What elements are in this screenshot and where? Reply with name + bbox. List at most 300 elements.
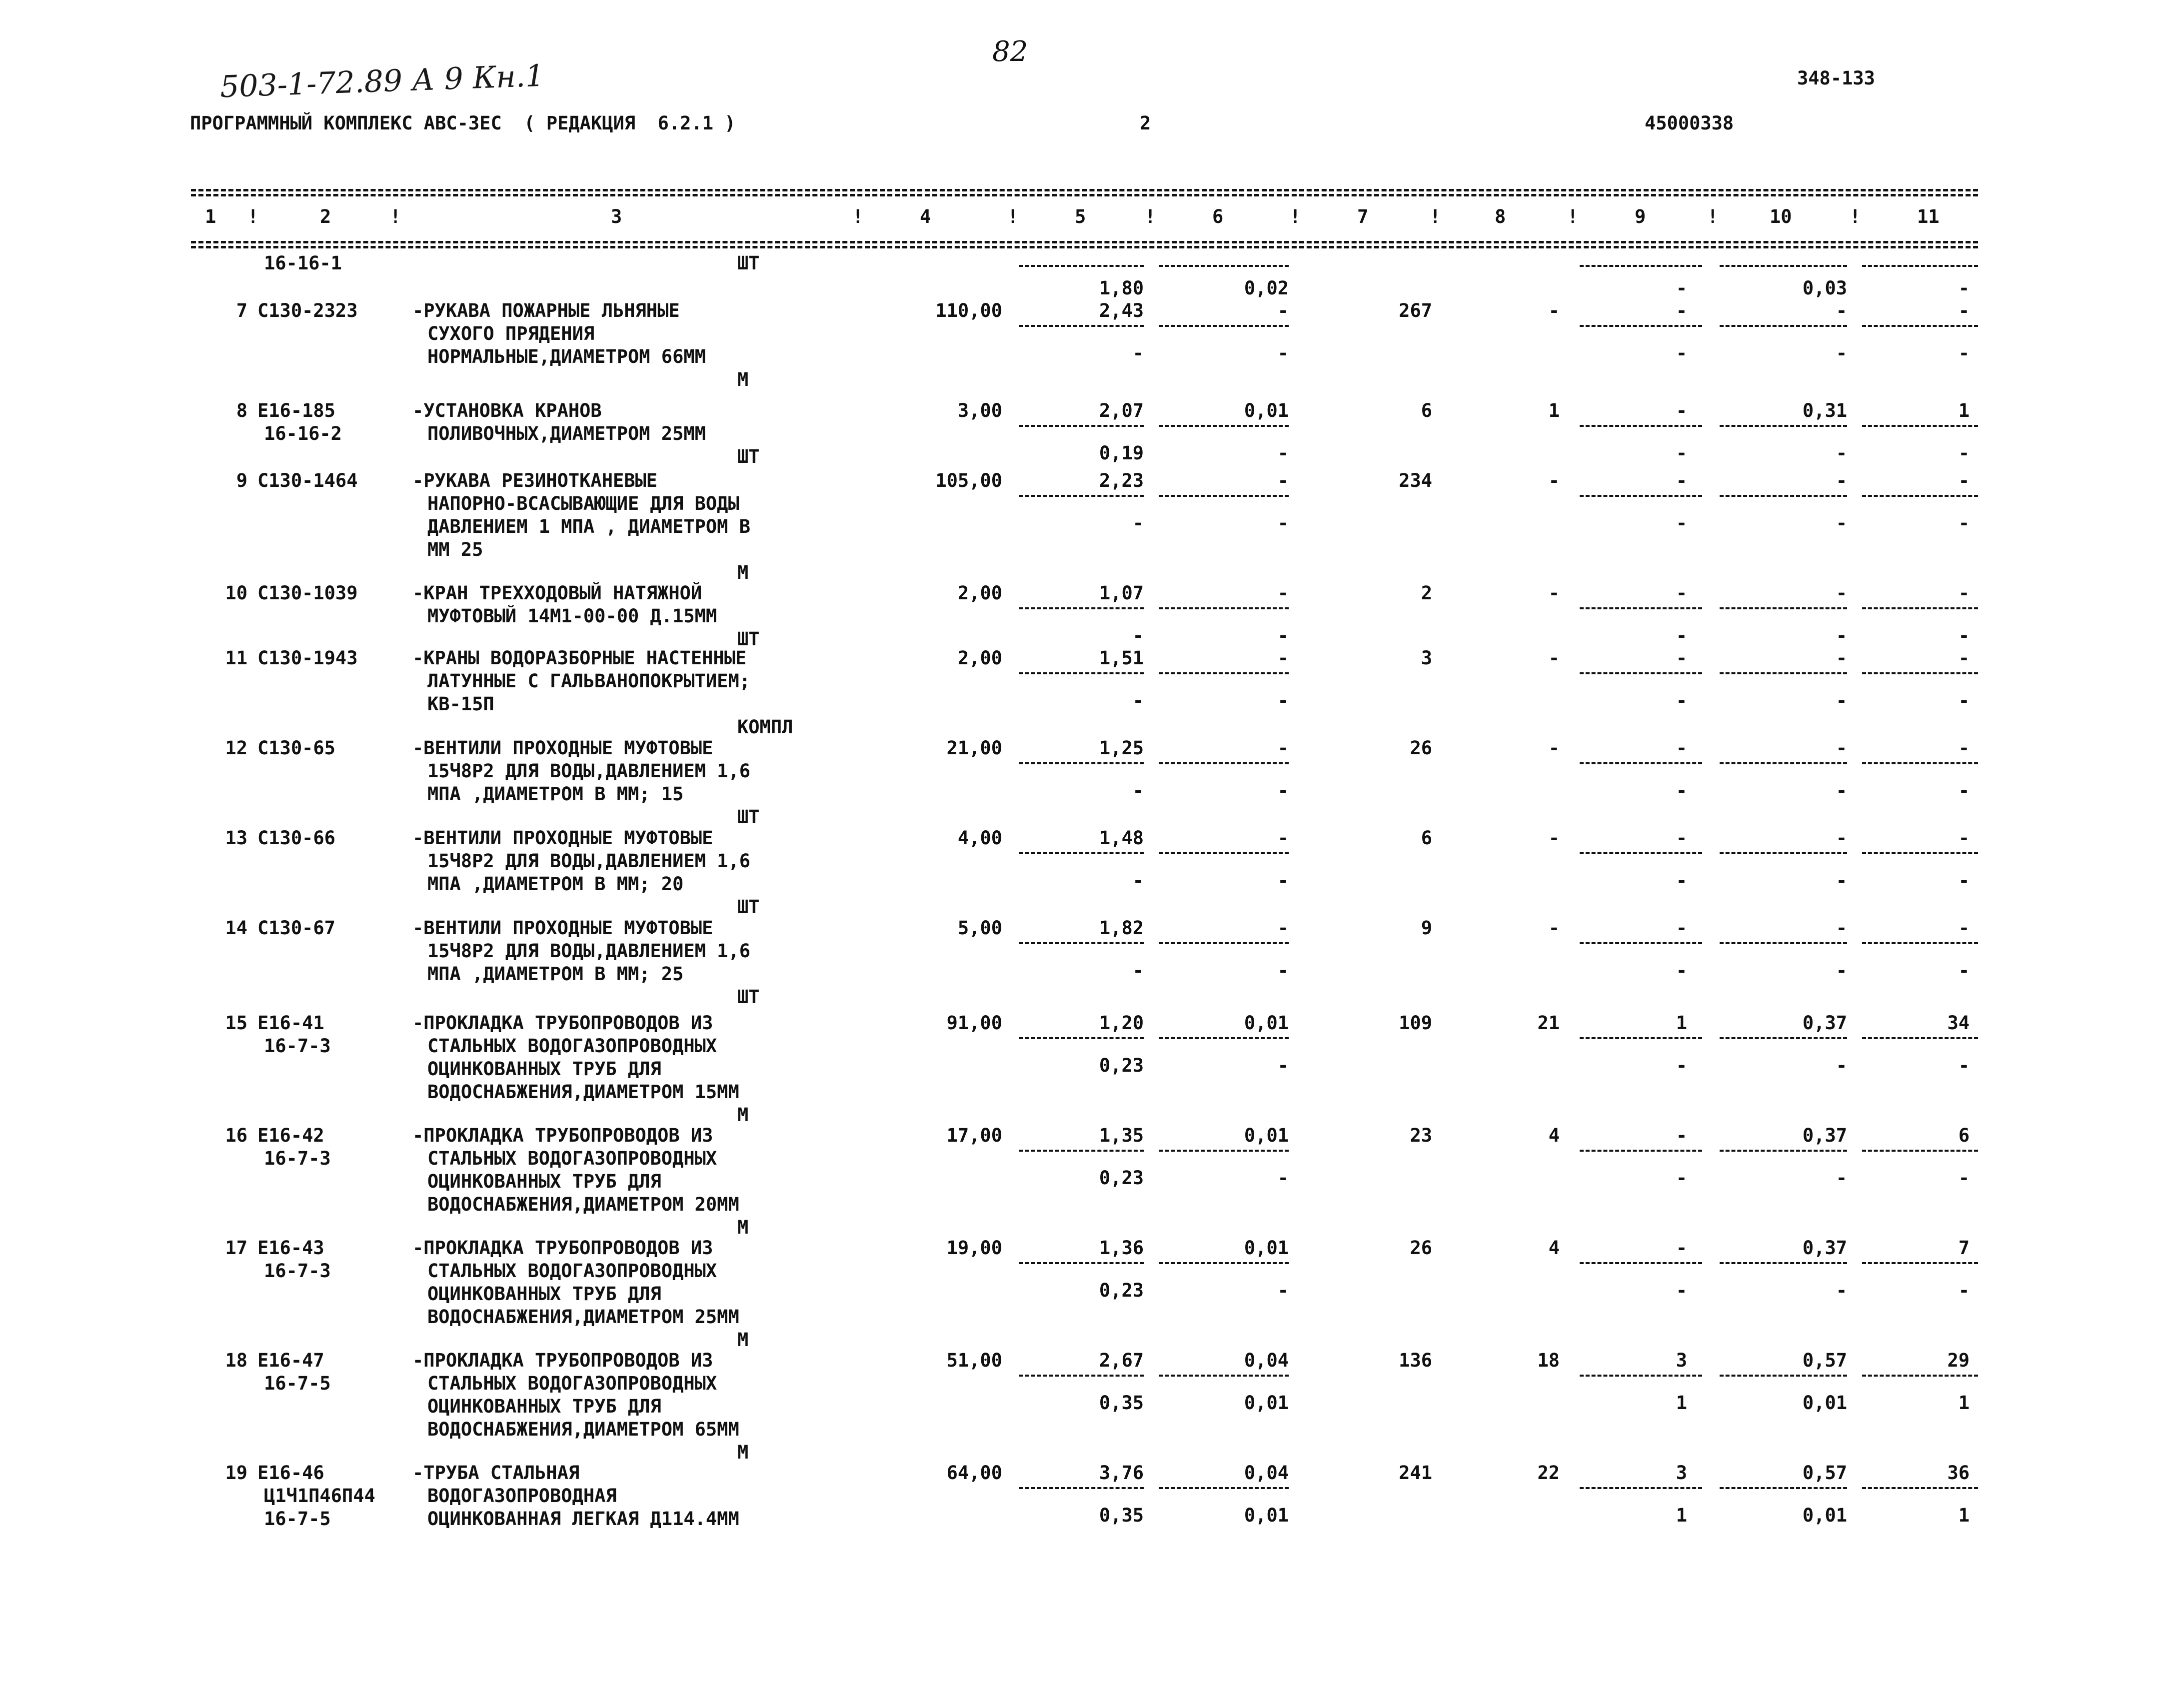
divider [1720,762,1847,764]
item-description: -ТРУБА СТАЛЬНАЯ [412,1462,580,1484]
cell-col6: 0,01 [1244,1237,1289,1259]
item-code: Е16-46 [257,1462,324,1484]
divider [1720,1262,1847,1264]
column-header: 8 [1495,206,1506,227]
divider [1720,852,1847,854]
divider [1862,425,1978,427]
cell-col10: 0,37 [1802,1237,1847,1259]
column-separator: ! [1430,206,1441,227]
cell-col4: 110,00 [935,300,1002,321]
cell-col4: 105,00 [935,470,1002,491]
cell-col11: - [1958,277,1970,299]
cell-col11: - [1958,827,1970,849]
item-number: 17 [225,1237,247,1259]
cell-col7: 26 [1410,1237,1432,1259]
divider [1019,1150,1144,1152]
item-code: С130-1464 [257,470,358,491]
item-description: ОЦИНКОВАННЫХ ТРУБ ДЛЯ [427,1171,661,1192]
cell-col9-lower: - [1676,512,1687,534]
column-header: 1 [205,206,216,227]
item-description: -КРАНЫ ВОДОРАЗБОРНЫЕ НАСТЕННЫЕ [412,647,747,669]
item-code: 16-7-3 [264,1260,331,1282]
column-separator: ! [1290,206,1301,227]
item-code: 16-7-3 [264,1035,331,1057]
cell-col10: 0,37 [1802,1012,1847,1034]
cell-col7: 6 [1421,827,1432,849]
cell-col11-lower: - [1958,1280,1970,1301]
cell-col5-lower: - [1132,342,1144,364]
cell-col11-lower: - [1958,870,1970,891]
cell-col10: - [1836,737,1847,759]
item-description: ВОДОГАЗОПРОВОДНАЯ [427,1485,617,1507]
cell-col9: - [1676,917,1687,939]
cell-col11-lower: - [1958,342,1970,364]
item-code: С130-65 [257,737,335,759]
divider [1862,1037,1978,1039]
divider [1159,1037,1289,1039]
item-code: Е16-41 [257,1012,324,1034]
item-unit: КОМПЛ [737,716,793,738]
cell-col11: 36 [1947,1462,1970,1484]
divider [1159,942,1289,944]
cell-col8: 22 [1537,1462,1560,1484]
divider [1720,942,1847,944]
cell-col6: - [1277,737,1289,759]
sheet-number: 2 [1140,112,1151,134]
column-separator: ! [1145,206,1156,227]
divider [1862,495,1978,497]
cell-col11-lower: 1 [1958,1392,1970,1414]
cell-col4: 2,00 [957,582,1002,604]
cell-col9: - [1676,1237,1687,1259]
cell-col11-lower: - [1958,690,1970,711]
column-separator: ! [1567,206,1579,227]
item-description: МПА ,ДИАМЕТРОМ В ММ; 20 [427,873,684,895]
item-description: -ПРОКЛАДКА ТРУБОПРОВОДОВ ИЗ [412,1012,713,1034]
item-unit: ШТ [737,986,760,1008]
cell-col5-lower: 1,80 [1099,277,1144,299]
cell-col11: - [1958,300,1970,321]
divider [1580,762,1702,764]
item-description: -РУКАВА ПОЖАРНЫЕ ЛЬНЯНЫЕ [412,300,680,321]
divider [1159,425,1289,427]
cell-col6-lower: - [1277,870,1289,891]
item-description: -УСТАНОВКА КРАНОВ [412,400,602,421]
document-code: 348-133 [1797,67,1875,89]
cell-col7: 241 [1399,1462,1432,1484]
cell-col9-lower: - [1676,780,1687,801]
item-number: 8 [236,400,247,421]
item-description: СТАЛЬНЫХ ВОДОГАЗОПРОВОДНЫХ [427,1373,717,1394]
divider [1720,1487,1847,1489]
divider [1720,1037,1847,1039]
cell-col6: - [1277,300,1289,321]
divider [1159,852,1289,854]
divider [1159,762,1289,764]
item-description: 15Ч8Р2 ДЛЯ ВОДЫ,ДАВЛЕНИЕМ 1,6 [427,940,751,962]
cell-col4: 17,00 [946,1125,1002,1146]
cell-col10: - [1836,917,1847,939]
cell-col10-lower: - [1836,625,1847,646]
item-number: 18 [225,1350,247,1371]
cell-col11-lower: - [1958,1055,1970,1076]
item-description: -ВЕНТИЛИ ПРОХОДНЫЕ МУФТОВЫЕ [412,737,713,759]
cell-col7: 234 [1399,470,1432,491]
item-description: -ПРОКЛАДКА ТРУБОПРОВОДОВ ИЗ [412,1237,713,1259]
cell-col10-lower: - [1836,1280,1847,1301]
cell-col6-lower: - [1277,1280,1289,1301]
cell-col5-lower: 0,23 [1099,1167,1144,1189]
divider [1862,762,1978,764]
cell-col5-lower: - [1132,960,1144,981]
cell-col9: 3 [1676,1462,1687,1484]
cell-col10-lower: - [1836,690,1847,711]
cell-col7: 2 [1421,582,1432,604]
item-code: С130-66 [257,827,335,849]
item-code: 16-16-2 [264,423,342,444]
cell-col6-lower: - [1277,960,1289,981]
divider [1580,495,1702,497]
cell-col7: 9 [1421,917,1432,939]
item-code: 16-7-5 [264,1508,331,1530]
cell-col11: 29 [1947,1350,1970,1371]
cell-col11-lower: - [1958,780,1970,801]
divider [1720,672,1847,674]
cell-col10: - [1836,300,1847,321]
cell-col6-lower: - [1277,442,1289,464]
cell-col7: 6 [1421,400,1432,421]
divider [1019,425,1144,427]
cell-col9-lower: - [1676,690,1687,711]
divider [1019,495,1144,497]
cell-col8: - [1548,470,1560,491]
item-number: 12 [225,737,247,759]
item-description: ВОДОСНАБЖЕНИЯ,ДИАМЕТРОМ 65ММ [427,1419,739,1440]
divider [1862,1150,1978,1152]
divider [1019,942,1144,944]
cell-col10-lower: - [1836,442,1847,464]
cell-col6: - [1277,582,1289,604]
divider [1580,325,1702,327]
continuation-unit: ШТ [737,252,760,274]
divider [1580,1037,1702,1039]
cell-col8: - [1548,917,1560,939]
continuation-code: 16-16-1 [264,252,342,274]
cell-col10: - [1836,582,1847,604]
cell-col9: 3 [1676,1350,1687,1371]
column-header: 7 [1357,206,1369,227]
divider [1720,1150,1847,1152]
item-description: КВ-15П [427,693,494,715]
item-description: СТАЛЬНЫХ ВОДОГАЗОПРОВОДНЫХ [427,1260,717,1282]
item-description: ВОДОСНАБЖЕНИЯ,ДИАМЕТРОМ 25ММ [427,1306,739,1328]
item-unit: М [737,562,749,583]
cell-col10: 0,31 [1802,400,1847,421]
divider [1720,425,1847,427]
cell-col10-lower: - [1836,1055,1847,1076]
cell-col11-lower: - [1958,960,1970,981]
divider [1580,265,1702,267]
cell-col7: 3 [1421,647,1432,669]
cell-col9-lower: - [1676,1055,1687,1076]
item-description: -ВЕНТИЛИ ПРОХОДНЫЕ МУФТОВЫЕ [412,827,713,849]
item-unit: М [737,1217,749,1238]
cell-col10: 0,57 [1802,1462,1847,1484]
cell-col4: 5,00 [957,917,1002,939]
cell-col10-lower: - [1836,960,1847,981]
item-unit: ШТ [737,628,760,650]
cell-col9: - [1676,400,1687,421]
cell-col5: 1,07 [1099,582,1144,604]
divider [1720,495,1847,497]
cell-col9: - [1676,470,1687,491]
divider [1159,672,1289,674]
divider [1720,607,1847,609]
cell-col9: - [1676,1125,1687,1146]
divider [1019,1375,1144,1377]
cell-col5: 1,35 [1099,1125,1144,1146]
divider [1159,1262,1289,1264]
column-separator: ! [1007,206,1019,227]
cell-col4: 51,00 [946,1350,1002,1371]
cell-col6: 0,01 [1244,1125,1289,1146]
item-description: ДАВЛЕНИЕМ 1 МПА , ДИАМЕТРОМ В [427,516,751,537]
column-separator: ! [247,206,259,227]
cell-col6: - [1277,647,1289,669]
cell-col8: - [1548,827,1560,849]
divider [1862,942,1978,944]
item-number: 10 [225,582,247,604]
item-unit: ШТ [737,896,760,918]
document-id: 45000338 [1645,112,1734,134]
divider [1580,942,1702,944]
cell-col5-lower: 0,23 [1099,1280,1144,1301]
divider [1159,495,1289,497]
item-unit: ШТ [737,806,760,828]
cell-col5-lower: 0,35 [1099,1392,1144,1414]
divider [1580,607,1702,609]
cell-col7: 26 [1410,737,1432,759]
column-separator: ! [1850,206,1861,227]
item-description: СТАЛЬНЫХ ВОДОГАЗОПРОВОДНЫХ [427,1035,717,1057]
column-header: 4 [920,206,931,227]
cell-col9: 1 [1676,1012,1687,1034]
item-description: -ПРОКЛАДКА ТРУБОПРОВОДОВ ИЗ [412,1350,713,1371]
item-description: -ВЕНТИЛИ ПРОХОДНЫЕ МУФТОВЫЕ [412,917,713,939]
divider [1159,607,1289,609]
cell-col6: 0,01 [1244,1012,1289,1034]
program-header: ПРОГРАММНЫЙ КОМПЛЕКС АВС-3ЕС ( РЕДАКЦИЯ 6.2.1 ) [190,112,736,134]
cell-col5: 1,20 [1099,1012,1144,1034]
column-separator: ! [390,206,401,227]
cell-col8: - [1548,582,1560,604]
cell-col7: 23 [1410,1125,1432,1146]
item-code: С130-67 [257,917,335,939]
divider [1580,1150,1702,1152]
item-code: С130-2323 [257,300,358,321]
divider [1580,672,1702,674]
cell-col4: 91,00 [946,1012,1002,1034]
cell-col6: 0,04 [1244,1462,1289,1484]
column-separator: ! [1707,206,1719,227]
cell-col4: 19,00 [946,1237,1002,1259]
cell-col5-lower: 0,35 [1099,1505,1144,1526]
cell-col8: - [1548,647,1560,669]
header-bottom-rule-2 [191,246,1978,248]
header-bottom-rule [191,241,1978,243]
cell-col10-lower: - [1836,512,1847,534]
item-description: МУФТОВЫЙ 14М1-00-00 Д.15ММ [427,605,717,627]
cell-col11: - [1958,917,1970,939]
cell-col5-lower: - [1132,870,1144,891]
divider [1019,762,1144,764]
cell-col9-lower: 1 [1676,1505,1687,1526]
item-code: Ц1Ч1П46П44 [264,1485,375,1507]
cell-col6-lower: - [1277,512,1289,534]
item-number: 15 [225,1012,247,1034]
item-code: Е16-185 [257,400,335,421]
cell-col5: 1,25 [1099,737,1144,759]
cell-col5: 3,76 [1099,1462,1144,1484]
cell-col6: - [1277,827,1289,849]
column-separator: ! [852,206,864,227]
column-header: 11 [1917,206,1940,227]
cell-col10: 0,03 [1802,277,1847,299]
divider [1862,1375,1978,1377]
cell-col9-lower: - [1676,1167,1687,1189]
item-unit: М [737,1329,749,1351]
cell-col5: 1,48 [1099,827,1144,849]
cell-col5: 2,07 [1099,400,1144,421]
cell-col9: - [1676,582,1687,604]
item-description: ОЦИНКОВАННЫХ ТРУБ ДЛЯ [427,1396,661,1417]
divider [1019,1487,1144,1489]
cell-col9-lower: - [1676,870,1687,891]
cell-col11: 1 [1958,400,1970,421]
cell-col11: 34 [1947,1012,1970,1034]
cell-col11-lower: - [1958,512,1970,534]
cell-col11: 6 [1958,1125,1970,1146]
divider [1159,1150,1289,1152]
item-unit: М [737,1104,749,1126]
item-number: 13 [225,827,247,849]
cell-col11-lower: - [1958,442,1970,464]
cell-col11-lower: 1 [1958,1505,1970,1526]
item-number: 14 [225,917,247,939]
divider [1580,1375,1702,1377]
cell-col11: - [1958,737,1970,759]
column-header: 5 [1075,206,1086,227]
item-description: -КРАН ТРЕХХОДОВЫЙ НАТЯЖНОЙ [412,582,702,604]
divider [1019,607,1144,609]
divider [1862,1262,1978,1264]
cell-col5-lower: - [1132,625,1144,646]
cell-col6-lower: - [1277,690,1289,711]
cell-col9-lower: - [1676,442,1687,464]
cell-col11: - [1958,647,1970,669]
cell-col9-lower: 1 [1676,1392,1687,1414]
item-code: Е16-43 [257,1237,324,1259]
item-unit: М [737,1442,749,1463]
header-top-rule [191,189,1978,191]
item-unit: ШТ [737,446,760,467]
cell-col6: 0,04 [1244,1350,1289,1371]
cell-col6-lower: 0,02 [1244,277,1289,299]
divider [1862,852,1978,854]
cell-col10: 0,57 [1802,1350,1847,1371]
cell-col6-lower: - [1277,1055,1289,1076]
cell-col6-lower: 0,01 [1244,1392,1289,1414]
cell-col9-lower: - [1676,625,1687,646]
cell-col5: 1,51 [1099,647,1144,669]
cell-col6-lower: - [1277,1167,1289,1189]
item-description: ЛАТУННЫЕ С ГАЛЬВАНОПОКРЫТИЕМ; [427,670,751,692]
cell-col10-lower: 0,01 [1802,1392,1847,1414]
item-description: НОРМАЛЬНЫЕ,ДИАМЕТРОМ 66ММ [427,346,706,367]
cell-col5-lower: 0,19 [1099,442,1144,464]
cell-col7: 109 [1399,1012,1432,1034]
cell-col8: - [1548,300,1560,321]
divider [1720,265,1847,267]
cell-col5: 2,43 [1099,300,1144,321]
item-description: МПА ,ДИАМЕТРОМ В ММ; 15 [427,783,684,805]
item-description: ОЦИНКОВАННЫХ ТРУБ ДЛЯ [427,1283,661,1305]
divider [1580,1262,1702,1264]
divider [1720,1375,1847,1377]
item-description: ВОДОСНАБЖЕНИЯ,ДИАМЕТРОМ 15ММ [427,1081,739,1103]
item-description: -РУКАВА РЕЗИНОТКАНЕВЫЕ [412,470,658,491]
cell-col11-lower: - [1958,1167,1970,1189]
divider [1862,672,1978,674]
divider [1019,265,1144,267]
cell-col8: 4 [1548,1237,1560,1259]
cell-col10-lower: 0,01 [1802,1505,1847,1526]
cell-col8: - [1548,737,1560,759]
cell-col10: 0,37 [1802,1125,1847,1146]
cell-col9: - [1676,737,1687,759]
divider [1019,1262,1144,1264]
divider [1862,1487,1978,1489]
item-description: ПОЛИВОЧНЫХ,ДИАМЕТРОМ 25ММ [427,423,706,444]
item-description: ВОДОСНАБЖЕНИЯ,ДИАМЕТРОМ 20ММ [427,1194,739,1215]
cell-col9-lower: - [1676,342,1687,364]
item-description: ОЦИНКОВАННЫХ ТРУБ ДЛЯ [427,1058,661,1080]
cell-col6-lower: - [1277,342,1289,364]
item-number: 11 [225,647,247,669]
cell-col5: 1,36 [1099,1237,1144,1259]
cell-col9-lower: - [1676,960,1687,981]
cell-col4: 64,00 [946,1462,1002,1484]
cell-col7: 267 [1399,300,1432,321]
divider [1580,425,1702,427]
divider [1580,1487,1702,1489]
divider [1862,325,1978,327]
cell-col6-lower: - [1277,780,1289,801]
page-number: 82 [992,35,1028,68]
item-description: 15Ч8Р2 ДЛЯ ВОДЫ,ДАВЛЕНИЕМ 1,6 [427,850,751,872]
divider [1019,852,1144,854]
header-top-rule-2 [191,194,1978,196]
cell-col8: 1 [1548,400,1560,421]
item-code: С130-1943 [257,647,358,669]
cell-col5-lower: - [1132,512,1144,534]
item-description: НАПОРНО-ВСАСЫВАЮЩИЕ ДЛЯ ВОДЫ [427,493,739,514]
cell-col9: - [1676,277,1687,299]
cell-col10: - [1836,470,1847,491]
cell-col4: 3,00 [957,400,1002,421]
cell-col7: 136 [1399,1350,1432,1371]
item-description: 15Ч8Р2 ДЛЯ ВОДЫ,ДАВЛЕНИЕМ 1,6 [427,760,751,782]
